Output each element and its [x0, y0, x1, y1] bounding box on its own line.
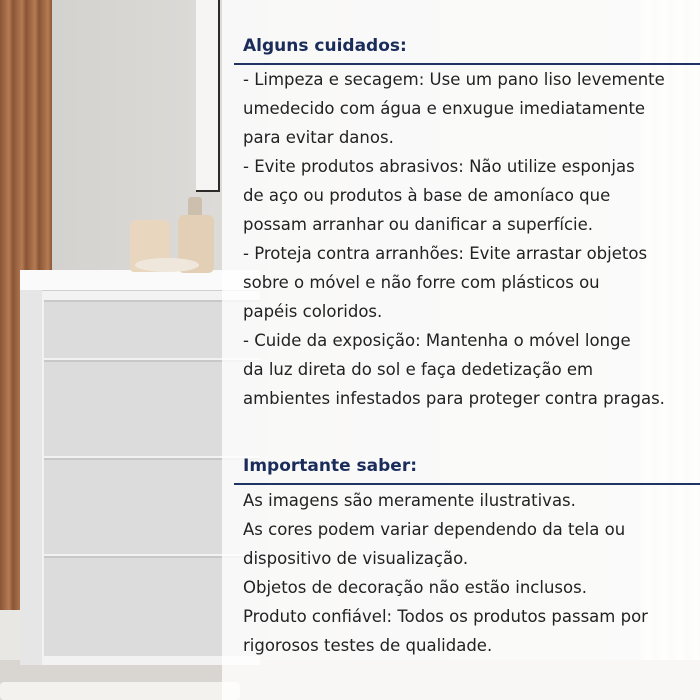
care-line: possam arranhar ou danificar a superfície.	[243, 215, 594, 234]
care-line: da luz direta do sol e faça dedetização em	[243, 360, 594, 379]
info-line: Produto confiável: Todos os produtos passam por	[243, 607, 648, 626]
care-list	[243, 65, 698, 413]
care-line: - Cuide da exposição: Mantenha o móvel longe	[243, 331, 631, 350]
care-line: ambientes infestados para proteger contra pragas.	[243, 389, 665, 408]
decor-dish	[135, 258, 199, 272]
info-list	[243, 486, 698, 660]
info-line: rigorosos testes de qualidade.	[243, 636, 493, 655]
info-heading: Importante saber:	[243, 456, 418, 476]
care-line: - Proteja contra arranhões: Evite arrastar objetos	[243, 244, 648, 263]
rug	[0, 682, 240, 700]
care-line: para evitar danos.	[243, 128, 394, 147]
info-line: Objetos de decoração não estão inclusos.	[243, 578, 587, 597]
care-line: papéis coloridos.	[243, 302, 383, 321]
info-line: dispositivo de visualização.	[243, 549, 469, 568]
care-heading: Alguns cuidados:	[243, 36, 407, 56]
care-line: de aço ou produtos à base de amoníaco que	[243, 186, 611, 205]
info-divider	[234, 483, 700, 485]
care-line: - Limpeza e secagem: Use um pano liso levemente	[243, 70, 665, 89]
care-line: sobre o móvel e não forre com plásticos ou	[243, 273, 600, 292]
info-line: As cores podem variar dependendo da tela ou	[243, 520, 626, 539]
soap-pump	[188, 197, 202, 217]
care-line: - Evite produtos abrasivos: Não utilize esponjas	[243, 157, 635, 176]
picture-frame	[196, 0, 220, 192]
care-line: umedecido com água e enxugue imediatamente	[243, 99, 646, 118]
dresser-side	[20, 290, 42, 665]
info-line: As imagens são meramente ilustrativas.	[243, 491, 576, 510]
